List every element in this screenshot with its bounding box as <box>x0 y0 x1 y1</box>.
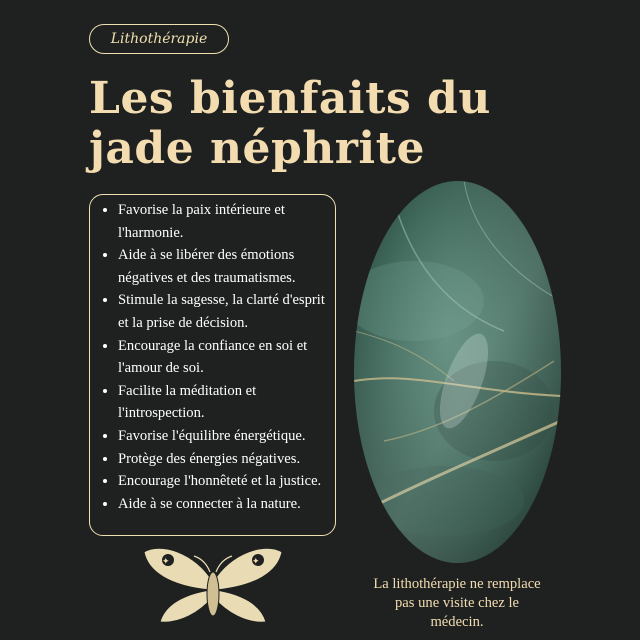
moth-illustration <box>140 542 286 630</box>
jade-stone-image <box>354 181 561 563</box>
disclaimer-text: La lithothérapie ne remplace pas une visite chez le médecin. <box>373 576 541 630</box>
benefits-list <box>102 199 329 515</box>
benefit-item: • Favorise l'équilibre énergétique. <box>118 425 329 448</box>
category-tag: Lithothérapie <box>89 24 229 54</box>
benefit-item: • Encourage la confiance en soi et l'amour de soi. <box>118 335 329 380</box>
benefit-item: • Favorise la paix intérieure et l'harmonie. <box>118 199 329 244</box>
benefit-item: • Aide à se libérer des émotions négatives et des traumatismes. <box>118 244 329 289</box>
benefit-item: • Aide à se connecter à la nature. <box>118 493 329 516</box>
benefits-box <box>89 194 336 536</box>
page-title <box>89 74 549 174</box>
svg-text:✦: ✦ <box>162 557 170 567</box>
title-line-1: Les bienfaits du <box>89 73 491 124</box>
benefit-item: • Stimule la sagesse, la clarté d'esprit et la prise de décision. <box>118 289 329 334</box>
title-line-2: jade néphrite <box>89 123 425 174</box>
svg-text:✦: ✦ <box>252 557 260 567</box>
benefit-item: • Facilite la méditation et l'introspection. <box>118 380 329 425</box>
benefit-item: • Protège des énergies négatives. <box>118 448 329 471</box>
benefit-item: • Encourage l'honnêteté et la justice. <box>118 470 329 493</box>
